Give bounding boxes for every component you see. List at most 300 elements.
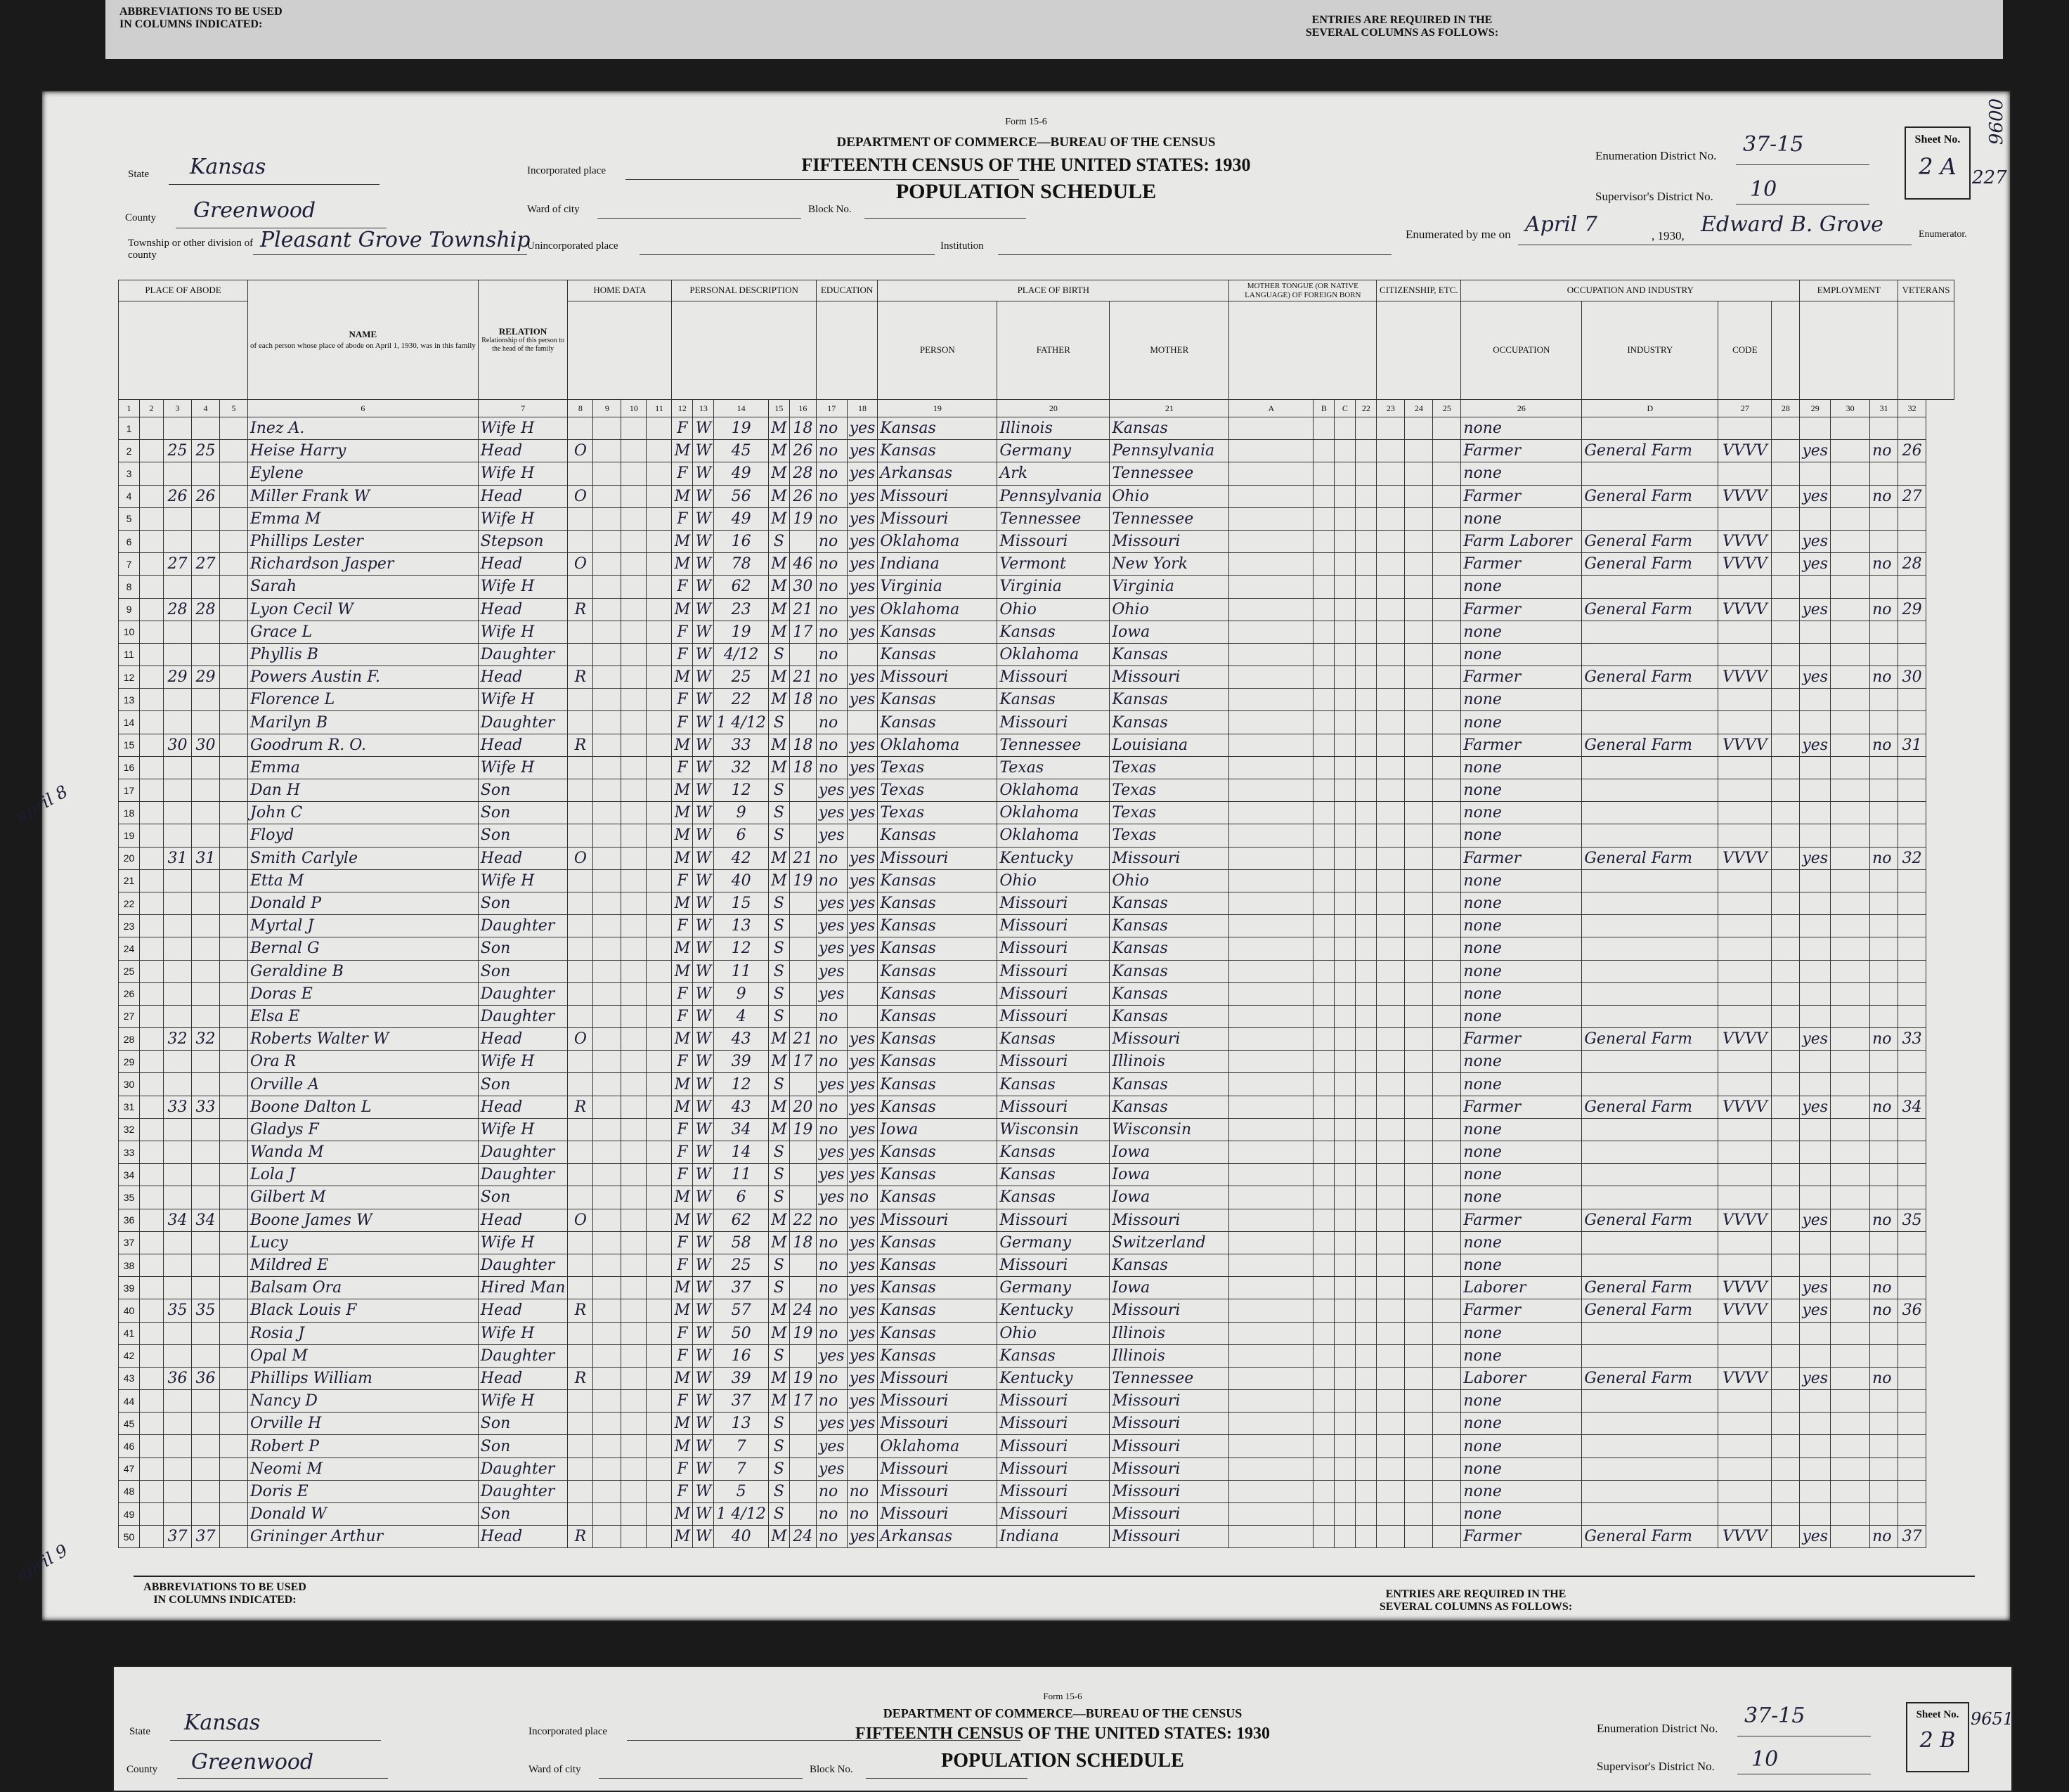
cell-empty	[1772, 1118, 1800, 1141]
cell-empty	[1772, 1096, 1800, 1118]
cell-empty	[621, 1186, 647, 1209]
cell-emp	[1800, 1435, 1831, 1457]
table-row	[119, 847, 1954, 869]
cell-name: Neomi M	[248, 1457, 479, 1480]
cell-empty	[220, 440, 248, 462]
cell-fam: 35	[192, 1299, 220, 1322]
cell-occ: none	[1461, 1457, 1582, 1480]
cell-mar: M	[768, 1390, 789, 1413]
cell-empty	[1831, 982, 1870, 1005]
cell-race: W	[693, 937, 714, 960]
cell-empty	[647, 1299, 672, 1322]
cell-own: R	[568, 1299, 593, 1322]
cell-empty	[1831, 598, 1870, 621]
cell-name: Emma M	[248, 507, 479, 530]
cell-empty	[1772, 643, 1800, 665]
cell-emp	[1800, 1231, 1831, 1254]
cell-pob: Kansas	[878, 1073, 997, 1096]
cell-rel: Son	[478, 1413, 568, 1435]
cell-empty	[621, 1322, 647, 1344]
cell-empty	[1356, 1299, 1377, 1322]
cell-code	[1718, 1231, 1772, 1254]
cell-empty	[1405, 960, 1433, 982]
cell-empty	[140, 666, 164, 689]
cell-empty	[140, 485, 164, 507]
cell-empty	[1356, 1480, 1377, 1502]
cell-code	[1718, 982, 1772, 1005]
cell-rel: Wife H	[478, 756, 568, 779]
cell-empty	[621, 1231, 647, 1254]
cell-empty	[1356, 915, 1377, 937]
cell-farm: 29	[1898, 598, 1926, 621]
cell-empty	[1335, 711, 1356, 734]
cell-own: O	[568, 553, 593, 576]
cell-emp: yes	[1800, 734, 1831, 756]
margin-note-b: april 9	[13, 1540, 72, 1585]
cell-fam	[192, 1186, 220, 1209]
cell-name: Bernal G	[248, 937, 479, 960]
cell-mpob: Kansas	[1110, 643, 1229, 665]
cell-empty	[1335, 689, 1356, 711]
cell-rel: Son	[478, 779, 568, 802]
line-number: 38	[119, 1254, 140, 1276]
cell-empty	[1405, 937, 1433, 960]
cell-emp	[1800, 689, 1831, 711]
cell-race: W	[693, 553, 714, 576]
cell-empty	[621, 734, 647, 756]
cell-dw	[164, 1073, 192, 1096]
line-number: 12	[119, 666, 140, 689]
cell-empty	[1377, 1254, 1405, 1276]
cell-sex: M	[672, 530, 693, 552]
cell-empty	[1433, 802, 1461, 824]
cell-fam	[192, 507, 220, 530]
cell-fam	[192, 1503, 220, 1526]
cell-fpob: Kansas	[997, 1164, 1110, 1186]
cell-empty	[621, 1457, 647, 1480]
column-number: 28	[1772, 400, 1800, 417]
cell-empty	[1377, 869, 1405, 892]
cell-empty	[1335, 734, 1356, 756]
cell-name: Heise Harry	[248, 440, 479, 462]
cell-mar: M	[768, 507, 789, 530]
cell-sch: no	[816, 1254, 847, 1276]
cell-empty	[1229, 1322, 1314, 1344]
cell-dw	[164, 711, 192, 734]
cell-mar: M	[768, 847, 789, 869]
cell-occ: Farmer	[1461, 1096, 1582, 1118]
cell-vet	[1870, 937, 1898, 960]
cell-mpob: Kansas	[1110, 1073, 1229, 1096]
cell-agm	[789, 1073, 816, 1096]
cell-empty	[1831, 711, 1870, 734]
cell-empty	[1831, 1503, 1870, 1526]
cell-empty	[1405, 1299, 1433, 1322]
column-number: 26	[1461, 400, 1582, 417]
cell-pob: Kansas	[878, 937, 997, 960]
cell-empty	[220, 982, 248, 1005]
cell-empty	[1356, 621, 1377, 643]
table-row	[119, 462, 1954, 485]
cell-empty	[140, 1073, 164, 1096]
cell-dw: 34	[164, 1209, 192, 1231]
cell-empty	[1831, 440, 1870, 462]
cell-farm	[1898, 1005, 1926, 1027]
cell-empty	[1772, 982, 1800, 1005]
cell-empty	[1229, 689, 1314, 711]
cell-empty	[1314, 802, 1335, 824]
cell-ind	[1582, 1503, 1718, 1526]
cell-mar: S	[768, 1005, 789, 1027]
cell-empty	[1772, 1344, 1800, 1367]
line-number: 13	[119, 689, 140, 711]
cell-empty	[1314, 530, 1335, 552]
cell-mpob: Texas	[1110, 802, 1229, 824]
cell-agm: 17	[789, 621, 816, 643]
cell-emp: yes	[1800, 1277, 1831, 1299]
col-name	[248, 280, 479, 400]
cell-empty	[1405, 1209, 1433, 1231]
cell-code	[1718, 689, 1772, 711]
cell-emp	[1800, 869, 1831, 892]
cell-empty	[1335, 440, 1356, 462]
cell-empty	[1433, 621, 1461, 643]
cell-vet	[1870, 1254, 1898, 1276]
cell-code	[1718, 1503, 1772, 1526]
cell-pob: Kansas	[878, 643, 997, 665]
cell-empty	[1314, 756, 1335, 779]
cell-fpob: Missouri	[997, 1480, 1110, 1502]
table-row	[119, 1277, 1954, 1299]
cell-ind	[1582, 1480, 1718, 1502]
cell-code	[1718, 802, 1772, 824]
cell-empty	[1772, 1413, 1800, 1435]
cell-name: Geraldine B	[248, 960, 479, 982]
cell-agm: 22	[789, 1209, 816, 1231]
cell-empty	[1335, 1209, 1356, 1231]
cell-fpob: Missouri	[997, 1254, 1110, 1276]
cell-empty	[1377, 1503, 1405, 1526]
cell-empty	[1831, 1028, 1870, 1051]
cell-farm	[1898, 689, 1926, 711]
cell-occ: none	[1461, 982, 1582, 1005]
cell-mpob: Missouri	[1110, 530, 1229, 552]
cell-dw: 36	[164, 1367, 192, 1389]
cell-age: 42	[714, 847, 768, 869]
cell-agm: 19	[789, 1322, 816, 1344]
cell-empty	[220, 756, 248, 779]
cell-name: Black Louis F	[248, 1299, 479, 1322]
column-number: 17	[816, 400, 847, 417]
next-county-label: County	[127, 1764, 158, 1775]
cell-empty	[621, 1413, 647, 1435]
cell-occ: none	[1461, 1118, 1582, 1141]
cell-race: W	[693, 734, 714, 756]
line-number: 40	[119, 1299, 140, 1322]
cell-empty	[140, 553, 164, 576]
cell-empty	[1314, 1118, 1335, 1141]
cell-empty	[140, 689, 164, 711]
cell-empty	[1356, 1164, 1377, 1186]
cell-rd	[847, 1457, 878, 1480]
cell-rel: Wife H	[478, 621, 568, 643]
cell-empty	[621, 1051, 647, 1073]
township-label: Township or other division of county	[128, 238, 254, 261]
table-row	[119, 530, 1954, 552]
cell-vet	[1870, 1435, 1898, 1457]
enumerated-year: , 1930,	[1652, 229, 1685, 242]
cell-mpob: Missouri	[1110, 1503, 1229, 1526]
cell-emp	[1800, 1480, 1831, 1502]
cell-empty	[1335, 530, 1356, 552]
cell-empty	[1377, 1390, 1405, 1413]
cell-empty	[1229, 756, 1314, 779]
cell-empty	[593, 937, 621, 960]
table-row	[119, 711, 1954, 734]
cell-race: W	[693, 1344, 714, 1367]
cell-empty	[220, 1231, 248, 1254]
cell-empty	[1831, 869, 1870, 892]
cell-sch: no	[816, 756, 847, 779]
cell-empty	[220, 643, 248, 665]
cell-farm	[1898, 869, 1926, 892]
cell-empty	[1229, 1344, 1314, 1367]
cell-emp	[1800, 1457, 1831, 1480]
cell-name: Sarah	[248, 576, 479, 598]
cell-fam: 30	[192, 734, 220, 756]
cell-empty	[1356, 1209, 1377, 1231]
cell-empty	[1405, 1096, 1433, 1118]
cell-sex: F	[672, 1118, 693, 1141]
column-number: 14	[714, 400, 768, 417]
cell-empty	[647, 689, 672, 711]
cell-dw	[164, 1118, 192, 1141]
cell-empty	[647, 1344, 672, 1367]
cell-agm	[789, 643, 816, 665]
next-schedule-title: POPULATION SCHEDULE	[941, 1750, 1184, 1772]
cell-age: 50	[714, 1322, 768, 1344]
cell-empty	[647, 417, 672, 440]
line-number: 32	[119, 1118, 140, 1141]
line-number: 22	[119, 892, 140, 914]
cell-rd	[847, 711, 878, 734]
cell-sch: no	[816, 1209, 847, 1231]
cell-age: 39	[714, 1051, 768, 1073]
cell-occ: none	[1461, 1254, 1582, 1276]
cell-mpob: Missouri	[1110, 1028, 1229, 1051]
cell-code: VVVV	[1718, 598, 1772, 621]
column-number: 15	[768, 400, 789, 417]
line-number: 44	[119, 1390, 140, 1413]
cell-empty	[140, 915, 164, 937]
cell-sch: no	[816, 711, 847, 734]
cell-code	[1718, 711, 1772, 734]
cell-rd	[847, 643, 878, 665]
cell-empty	[1335, 756, 1356, 779]
cell-fam	[192, 1480, 220, 1502]
cell-empty	[1229, 1480, 1314, 1502]
cell-rel: Wife H	[478, 1118, 568, 1141]
cell-empty	[1356, 1028, 1377, 1051]
cell-vet: no	[1870, 1277, 1898, 1299]
cell-dw: 31	[164, 847, 192, 869]
cell-dw	[164, 507, 192, 530]
cell-empty	[1377, 1322, 1405, 1344]
cell-empty	[1229, 462, 1314, 485]
cell-empty	[1314, 1480, 1335, 1502]
cell-pob: Kansas	[878, 1141, 997, 1164]
cell-empty	[140, 1526, 164, 1548]
cell-fam	[192, 779, 220, 802]
cell-empty	[1433, 937, 1461, 960]
cell-own	[568, 1231, 593, 1254]
cell-fam	[192, 462, 220, 485]
cell-fam	[192, 1005, 220, 1027]
cell-sex: F	[672, 643, 693, 665]
cell-rd: yes	[847, 1164, 878, 1186]
table-row	[119, 1457, 1954, 1480]
cell-empty	[1229, 485, 1314, 507]
cell-pob: Missouri	[878, 507, 997, 530]
form-number: Form 15-6	[1005, 117, 1047, 127]
cell-age: 56	[714, 485, 768, 507]
cell-empty	[1314, 1051, 1335, 1073]
cell-empty	[593, 576, 621, 598]
cell-agm	[789, 960, 816, 982]
cell-race: W	[693, 621, 714, 643]
cell-farm	[1898, 1073, 1926, 1096]
cell-mpob: Tennessee	[1110, 462, 1229, 485]
cell-empty	[593, 598, 621, 621]
cell-empty	[1433, 1051, 1461, 1073]
cell-sex: F	[672, 756, 693, 779]
cell-race: W	[693, 824, 714, 847]
cell-empty	[1335, 576, 1356, 598]
footer-abbrev-title: ABBREVIATIONS TO BE USED IN COLUMNS INDICATED:	[143, 1581, 306, 1606]
table-row	[119, 982, 1954, 1005]
cell-occ: none	[1461, 643, 1582, 665]
cell-empty	[140, 598, 164, 621]
cell-vet	[1870, 915, 1898, 937]
line-number: 23	[119, 915, 140, 937]
cell-code	[1718, 824, 1772, 847]
cell-sch: yes	[816, 937, 847, 960]
cell-fam	[192, 1231, 220, 1254]
cell-empty	[1405, 1005, 1433, 1027]
cell-name: Marilyn B	[248, 711, 479, 734]
cell-empty	[1377, 1367, 1405, 1389]
cell-empty	[1356, 1118, 1377, 1141]
cell-ind	[1582, 960, 1718, 982]
cell-empty	[1377, 1480, 1405, 1502]
cell-mar: S	[768, 643, 789, 665]
cell-mar: S	[768, 802, 789, 824]
cell-empty	[1229, 1457, 1314, 1480]
cell-mar: M	[768, 1322, 789, 1344]
cell-sch: no	[816, 1322, 847, 1344]
col-code: CODE	[1718, 301, 1772, 400]
cell-empty	[1335, 621, 1356, 643]
township-value: Pleasant Grove Township	[260, 228, 531, 252]
cell-ind: General Farm	[1582, 1209, 1718, 1231]
cell-rd: yes	[847, 1051, 878, 1073]
cell-empty	[621, 530, 647, 552]
cell-empty	[593, 869, 621, 892]
cell-empty	[1356, 1096, 1377, 1118]
cell-code	[1718, 462, 1772, 485]
next-sheet-number-box	[1906, 1702, 1969, 1772]
cell-empty	[1335, 417, 1356, 440]
cell-empty	[1314, 643, 1335, 665]
cell-agm	[789, 1480, 816, 1502]
cell-farm	[1898, 462, 1926, 485]
cell-fam	[192, 960, 220, 982]
cell-occ: Farmer	[1461, 485, 1582, 507]
cell-vet: no	[1870, 847, 1898, 869]
cell-empty	[1229, 1051, 1314, 1073]
cell-empty	[593, 1526, 621, 1548]
cell-empty	[1831, 802, 1870, 824]
cell-empty	[140, 802, 164, 824]
cell-empty	[220, 915, 248, 937]
cell-name: Emma	[248, 756, 479, 779]
cell-occ: none	[1461, 756, 1582, 779]
cell-farm	[1898, 1118, 1926, 1141]
cell-fpob: Missouri	[997, 1096, 1110, 1118]
cell-age: 22	[714, 689, 768, 711]
cell-empty	[647, 1005, 672, 1027]
cell-occ: none	[1461, 1051, 1582, 1073]
cell-race: W	[693, 1299, 714, 1322]
cell-race: W	[693, 507, 714, 530]
cell-empty	[593, 1096, 621, 1118]
line-number: 16	[119, 756, 140, 779]
cell-emp	[1800, 1164, 1831, 1186]
line-number: 20	[119, 847, 140, 869]
cell-age: 16	[714, 530, 768, 552]
cell-age: 11	[714, 960, 768, 982]
cell-empty	[647, 576, 672, 598]
cell-empty	[1229, 1367, 1314, 1389]
cell-mpob: Missouri	[1110, 1209, 1229, 1231]
cell-race: W	[693, 892, 714, 914]
cell-name: Phillips William	[248, 1367, 479, 1389]
cell-rd: yes	[847, 869, 878, 892]
column-number: 23	[1377, 400, 1405, 417]
cell-empty	[1831, 1367, 1870, 1389]
cell-sch: yes	[816, 1413, 847, 1435]
cell-fpob: Tennessee	[997, 507, 1110, 530]
next-sheet-value: 2 B	[1919, 1728, 1956, 1753]
cell-empty	[1335, 802, 1356, 824]
cell-name: Myrtal J	[248, 915, 479, 937]
cell-occ: none	[1461, 1390, 1582, 1413]
cell-empty	[140, 1051, 164, 1073]
cell-empty	[1405, 1503, 1433, 1526]
cell-empty	[621, 417, 647, 440]
cell-empty	[1356, 1231, 1377, 1254]
cell-empty	[1772, 1435, 1800, 1457]
next-ed-label: Enumeration District No.	[1597, 1722, 1718, 1735]
cell-empty	[1831, 1231, 1870, 1254]
cell-empty	[1433, 960, 1461, 982]
column-number: C	[1335, 400, 1356, 417]
cell-empty	[1433, 779, 1461, 802]
cell-mar: M	[768, 1231, 789, 1254]
col-place-of-abode: PLACE OF ABODE	[119, 280, 248, 301]
cell-agm	[789, 1254, 816, 1276]
cell-empty	[1405, 417, 1433, 440]
